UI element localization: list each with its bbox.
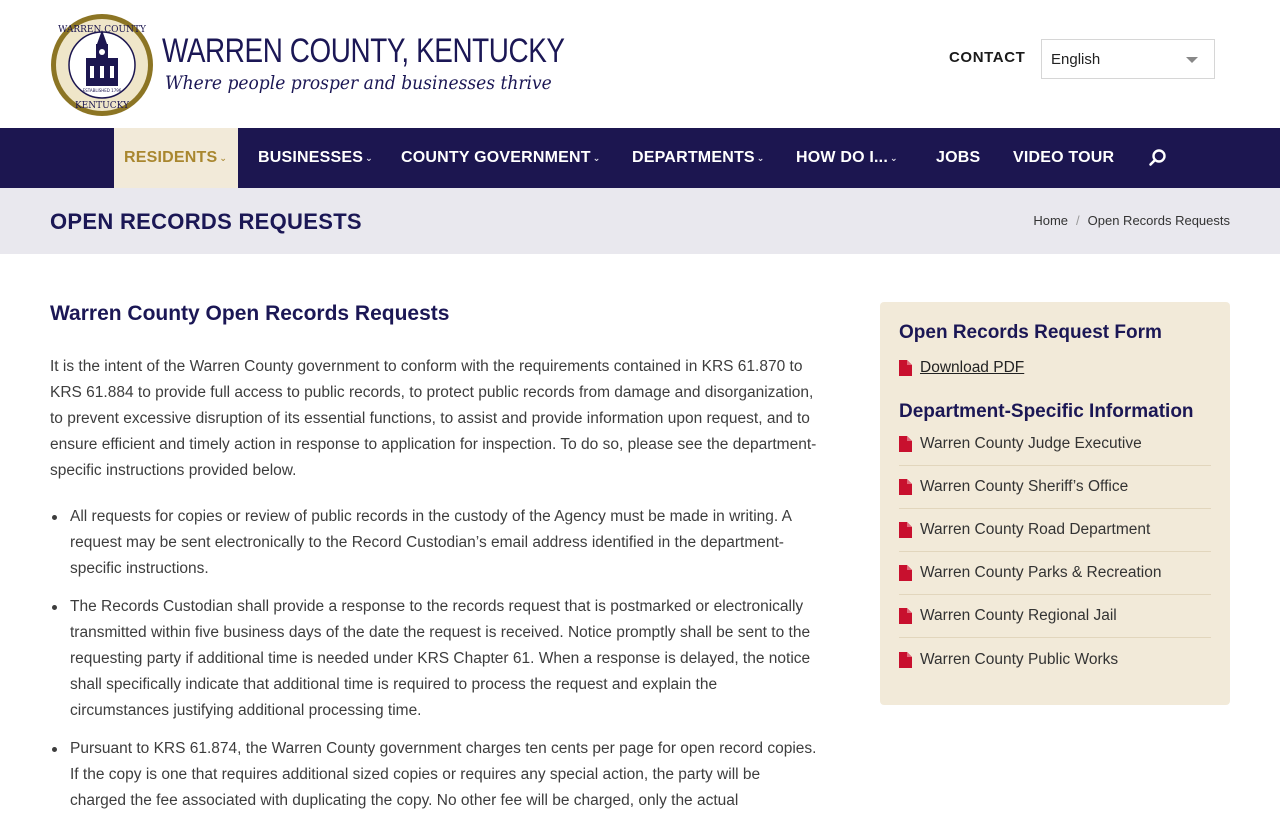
sidebar-panel	[880, 302, 1230, 705]
dept-link-label: Warren County Judge Executive	[920, 435, 1142, 452]
nav-item-how-do-i[interactable]	[796, 128, 898, 188]
dept-link-label: Warren County Public Works	[920, 650, 1119, 668]
language-select-value: English	[1051, 51, 1101, 68]
main-nav	[0, 128, 1280, 188]
sidebar-dept-heading: Department-Specific Information	[899, 401, 1194, 422]
nav-item-label: JOBS	[936, 149, 981, 166]
dept-link-judge-executive[interactable]	[899, 423, 1211, 466]
language-select[interactable]	[1041, 39, 1215, 79]
seal-text-established: ESTABLISHED 1796	[82, 88, 122, 93]
breadcrumb-current: Open Records Requests	[1087, 213, 1230, 228]
chevron-down-icon: ⌄	[756, 153, 765, 163]
site-title[interactable]: WARREN COUNTY, KENTUCKY	[162, 32, 565, 70]
dept-link-label: Warren County Sheriff’s Office	[920, 478, 1129, 495]
nav-item-residents[interactable]	[114, 128, 238, 188]
dept-link-label: Warren County Road Department	[920, 521, 1151, 538]
intro-paragraph: It is the intent of the Warren County government to conform with the requirements contained in KRS 61.870 to KRS 61.884 to provide full access to public records, to protect public records from damage and disorganization, to prevent excessive disruption of its essential functions, to assist and provide information upon request, and to ensure efficient and timely action in response to application for inspection. To do so, please see the department-specific instructions provided below.	[50, 358, 817, 479]
list-item: Pursuant to KRS 61.874, the Warren County government charges ten cents per page for open record copies. If the copy is one that requires additional sized copies or requires any special action, the party will be charged the fee associated with duplicating the copy. No other fee will be charged, only the actual	[50, 736, 820, 814]
nav-item-label: COUNTY GOVERNMENT	[401, 149, 591, 166]
chevron-down-icon: ⌄	[365, 153, 373, 163]
content-heading: Warren County Open Records Requests	[50, 302, 450, 325]
pdf-file-icon	[899, 522, 912, 538]
download-pdf-link[interactable]	[899, 346, 1211, 389]
pdf-file-icon	[899, 360, 912, 376]
nav-item-county-government[interactable]	[401, 128, 601, 188]
nav-item-label: DEPARTMENTS	[632, 149, 755, 166]
nav-item-label: HOW DO I...	[796, 149, 888, 166]
dept-link-sheriffs-office[interactable]	[899, 466, 1211, 509]
nav-item-label: BUSINESSES	[258, 149, 364, 166]
page-title: OPEN RECORDS REQUESTS	[50, 209, 362, 234]
nav-item-departments[interactable]	[632, 128, 765, 188]
search-icon[interactable]	[1148, 148, 1168, 168]
seal-text-bottom: KENTUCKY	[74, 101, 130, 111]
policy-list	[50, 504, 820, 826]
site-tagline: Where people prosper and businesses thrive	[165, 72, 552, 94]
dept-link-parks-recreation[interactable]	[899, 552, 1211, 595]
breadcrumb	[1033, 213, 1230, 228]
pdf-file-icon	[899, 565, 912, 581]
dept-link-label: Warren County Parks & Recreation	[920, 564, 1162, 581]
breadcrumb-separator: /	[1076, 213, 1080, 228]
download-pdf-label: Download PDF	[920, 358, 1025, 376]
pdf-file-icon	[899, 479, 912, 495]
chevron-down-icon: ⌄	[592, 153, 601, 163]
pdf-file-icon	[899, 652, 912, 668]
sidebar-form-heading: Open Records Request Form	[899, 322, 1162, 343]
nav-item-video-tour[interactable]	[1013, 128, 1114, 188]
dept-link-public-works[interactable]	[899, 638, 1211, 681]
seal-text-top: WARREN COUNTY	[58, 25, 146, 35]
list-item: All requests for copies or review of public records in the custody of the Agency must be made in writing. A request may be sent electronically to the Record Custodian’s email address identified in the department-specific instructions.	[50, 504, 820, 582]
site-header	[0, 0, 1280, 128]
nav-item-businesses[interactable]	[258, 128, 373, 188]
breadcrumb-home[interactable]: Home	[1033, 213, 1069, 228]
nav-item-jobs[interactable]	[936, 128, 980, 188]
pdf-file-icon	[899, 608, 912, 624]
contact-link[interactable]: CONTACT	[949, 49, 1026, 66]
dept-link-regional-jail[interactable]	[899, 595, 1211, 638]
pdf-file-icon	[899, 436, 912, 452]
nav-item-label: RESIDENTS	[124, 149, 218, 166]
dept-link-label: Warren County Regional Jail	[920, 607, 1117, 624]
dept-link-road-department[interactable]	[899, 509, 1211, 552]
chevron-down-icon: ⌄	[219, 153, 228, 163]
list-item: The Records Custodian shall provide a response to the records request that is postmarked or electronically transmitted within five business days of the date the request is received. Notice promptly shall be sent to the requesting party if additional time is needed under KRS Chapter 61. When a response is delayed, the notice shall specifically indicate that additional time is required to process the request and explain the circumstances justifying additional processing time.	[50, 594, 820, 724]
chevron-down-icon: ⌄	[889, 153, 898, 163]
county-seal-logo[interactable]	[50, 12, 154, 118]
chevron-down-icon	[1186, 57, 1198, 63]
nav-item-label: VIDEO TOUR	[1013, 149, 1115, 166]
